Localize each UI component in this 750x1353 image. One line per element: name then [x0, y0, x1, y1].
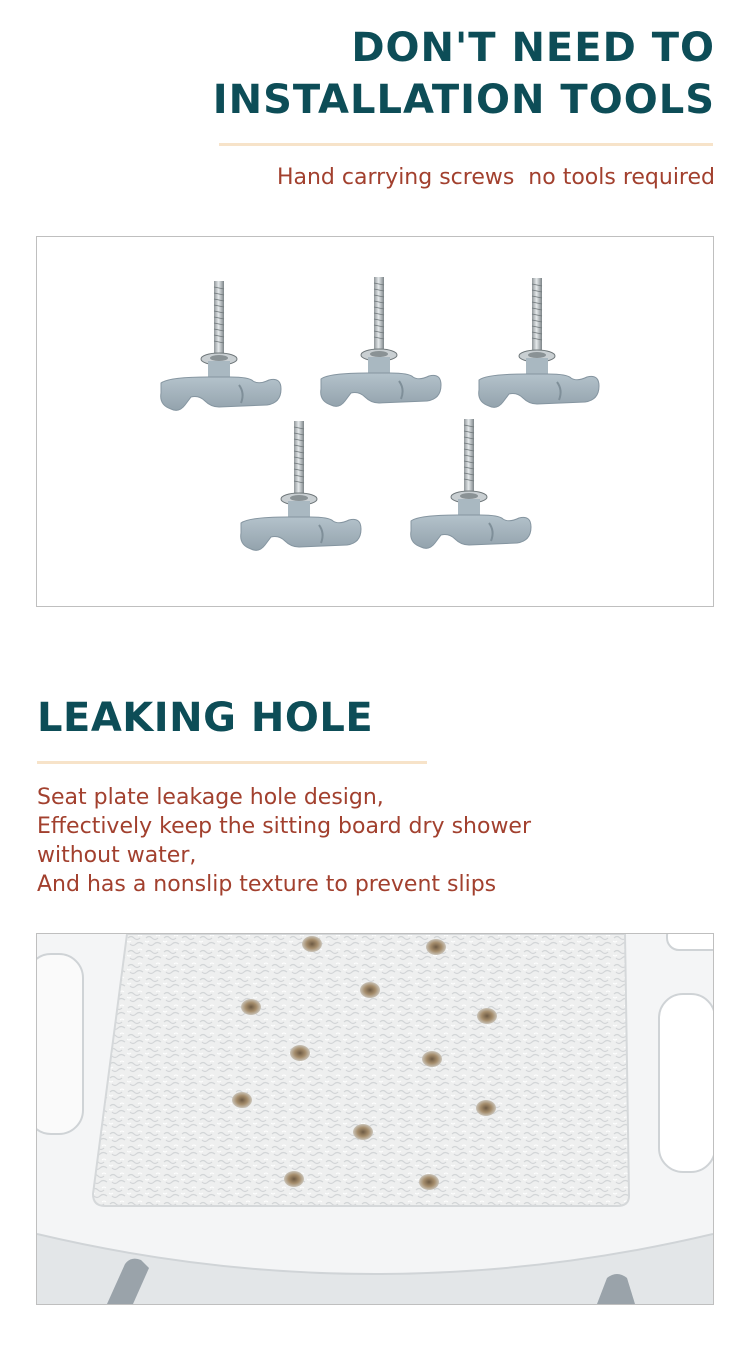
screws-illustration	[37, 237, 713, 606]
right-handle-slot	[659, 994, 713, 1172]
description-line-1: Seat plate leakage hole design,	[37, 785, 384, 810]
description-line-3: without water,	[37, 843, 197, 868]
install-heading	[213, 22, 715, 126]
thumb-screw-2	[321, 277, 441, 406]
thumb-screw-5	[411, 419, 531, 548]
left-handle-slot	[37, 954, 83, 1134]
thumb-screw-4	[241, 421, 361, 550]
textured-seat-panel	[93, 934, 629, 1206]
right-handle-slot-top	[667, 934, 713, 950]
leaking-hole-heading: LEAKING HOLE	[37, 695, 374, 741]
description-line-2: Effectively keep the sitting board dry shower	[37, 814, 532, 839]
install-subtitle: Hand carrying screws no tools required	[276, 165, 715, 190]
description-line-4: And has a nonslip texture to prevent slips	[37, 872, 497, 897]
install-heading-line1: DON'T NEED TO	[351, 25, 715, 71]
install-divider	[219, 143, 713, 146]
thumb-screw-3	[479, 278, 599, 407]
leaking-hole-description	[37, 783, 657, 899]
screws-image-frame	[36, 236, 714, 607]
leaking-hole-divider	[37, 761, 427, 764]
thumb-screw-1	[161, 281, 281, 410]
seat-illustration	[37, 934, 713, 1304]
install-heading-line2: INSTALLATION TOOLS	[212, 77, 715, 123]
seat-image-frame	[36, 933, 714, 1305]
